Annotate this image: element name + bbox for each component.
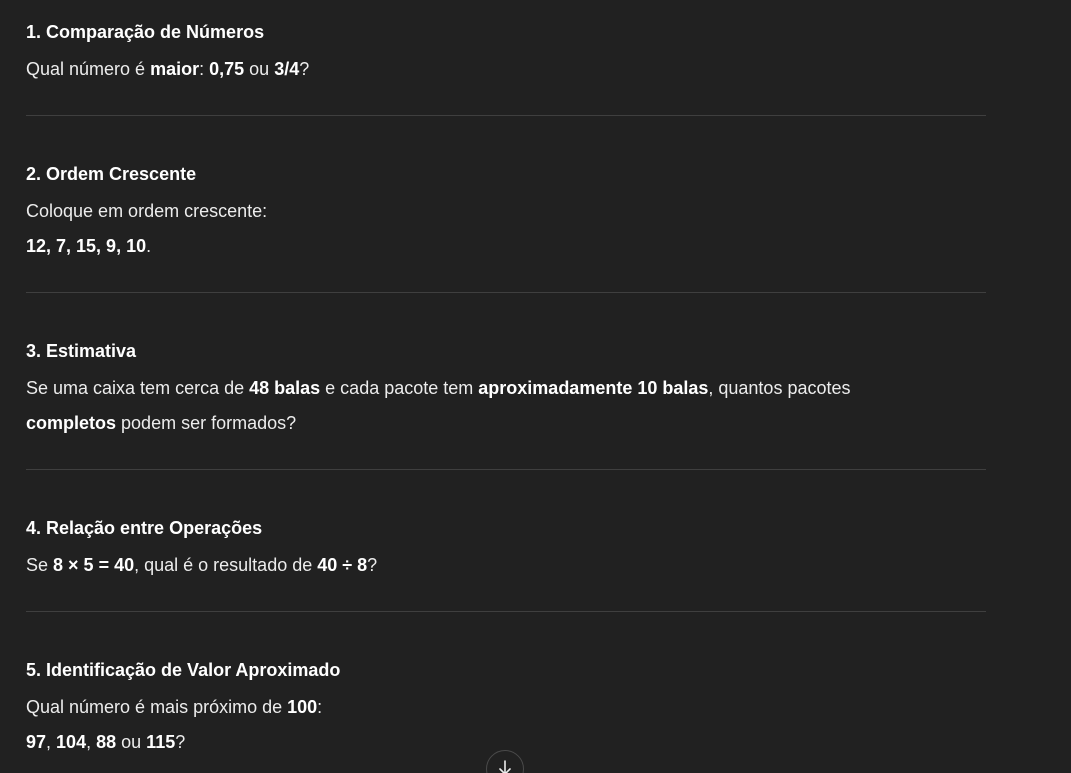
text-segment: Se uma caixa tem cerca de bbox=[26, 378, 250, 398]
text-segment: Qual número é mais próximo de bbox=[26, 697, 288, 717]
text-segment: : bbox=[317, 697, 323, 717]
bold-text: 88 bbox=[96, 732, 117, 752]
text-segment: Coloque em ordem crescente: bbox=[26, 201, 268, 221]
section-divider bbox=[26, 292, 986, 293]
text-segment: Se bbox=[26, 555, 54, 575]
question-text-line bbox=[26, 406, 986, 441]
bold-text: 8 × 5 = 40 bbox=[53, 555, 135, 575]
text-segment: ? bbox=[299, 59, 310, 79]
text-segment: podem ser formados? bbox=[116, 413, 297, 433]
question-text-line bbox=[26, 548, 986, 583]
question-section bbox=[26, 339, 986, 441]
question-section bbox=[26, 658, 986, 760]
question-section bbox=[26, 162, 986, 264]
question-text-line bbox=[26, 194, 986, 229]
arrow-down-icon bbox=[497, 760, 513, 773]
bold-text: 12, 7, 15, 9, 10 bbox=[26, 236, 147, 256]
text-segment: e cada pacote tem bbox=[320, 378, 479, 398]
text-segment: ou bbox=[244, 59, 275, 79]
text-segment: , qual é o resultado de bbox=[134, 555, 318, 575]
bold-text: 100 bbox=[287, 697, 318, 717]
bold-text: 104 bbox=[56, 732, 87, 752]
bold-text: 3/4 bbox=[274, 59, 300, 79]
question-section bbox=[26, 20, 986, 87]
text-segment: . bbox=[146, 236, 152, 256]
question-title: 2. Ordem Crescente bbox=[26, 164, 197, 184]
chat-message-content bbox=[26, 18, 986, 760]
text-segment: ? bbox=[367, 555, 378, 575]
question-title: 4. Relação entre Operações bbox=[26, 518, 263, 538]
bold-text: 115 bbox=[146, 732, 176, 752]
bold-text: completos bbox=[26, 413, 117, 433]
text-segment: Qual número é bbox=[26, 59, 151, 79]
bold-text: maior bbox=[150, 59, 200, 79]
question-text-line bbox=[26, 690, 986, 725]
question-text-line bbox=[26, 229, 986, 264]
question-title: 1. Comparação de Números bbox=[26, 22, 265, 42]
question-title: 5. Identificação de Valor Aproximado bbox=[26, 660, 341, 680]
section-divider bbox=[26, 115, 986, 116]
text-segment: , bbox=[46, 732, 57, 752]
bold-text: 40 ÷ 8 bbox=[317, 555, 368, 575]
bold-text: 97 bbox=[26, 732, 47, 752]
section-divider bbox=[26, 611, 986, 612]
text-segment: , quantos pacotes bbox=[708, 378, 851, 398]
question-title: 3. Estimativa bbox=[26, 341, 137, 361]
section-divider bbox=[26, 469, 986, 470]
question-text-line bbox=[26, 371, 986, 406]
bold-text: 48 balas bbox=[249, 378, 321, 398]
bold-text: 0,75 bbox=[209, 59, 245, 79]
question-text-line bbox=[26, 52, 986, 87]
text-segment: , bbox=[86, 732, 97, 752]
text-segment: : bbox=[199, 59, 210, 79]
question-section bbox=[26, 516, 986, 583]
bold-text: aproximadamente 10 balas bbox=[478, 378, 709, 398]
text-segment: ? bbox=[175, 732, 186, 752]
text-segment: ou bbox=[116, 732, 147, 752]
